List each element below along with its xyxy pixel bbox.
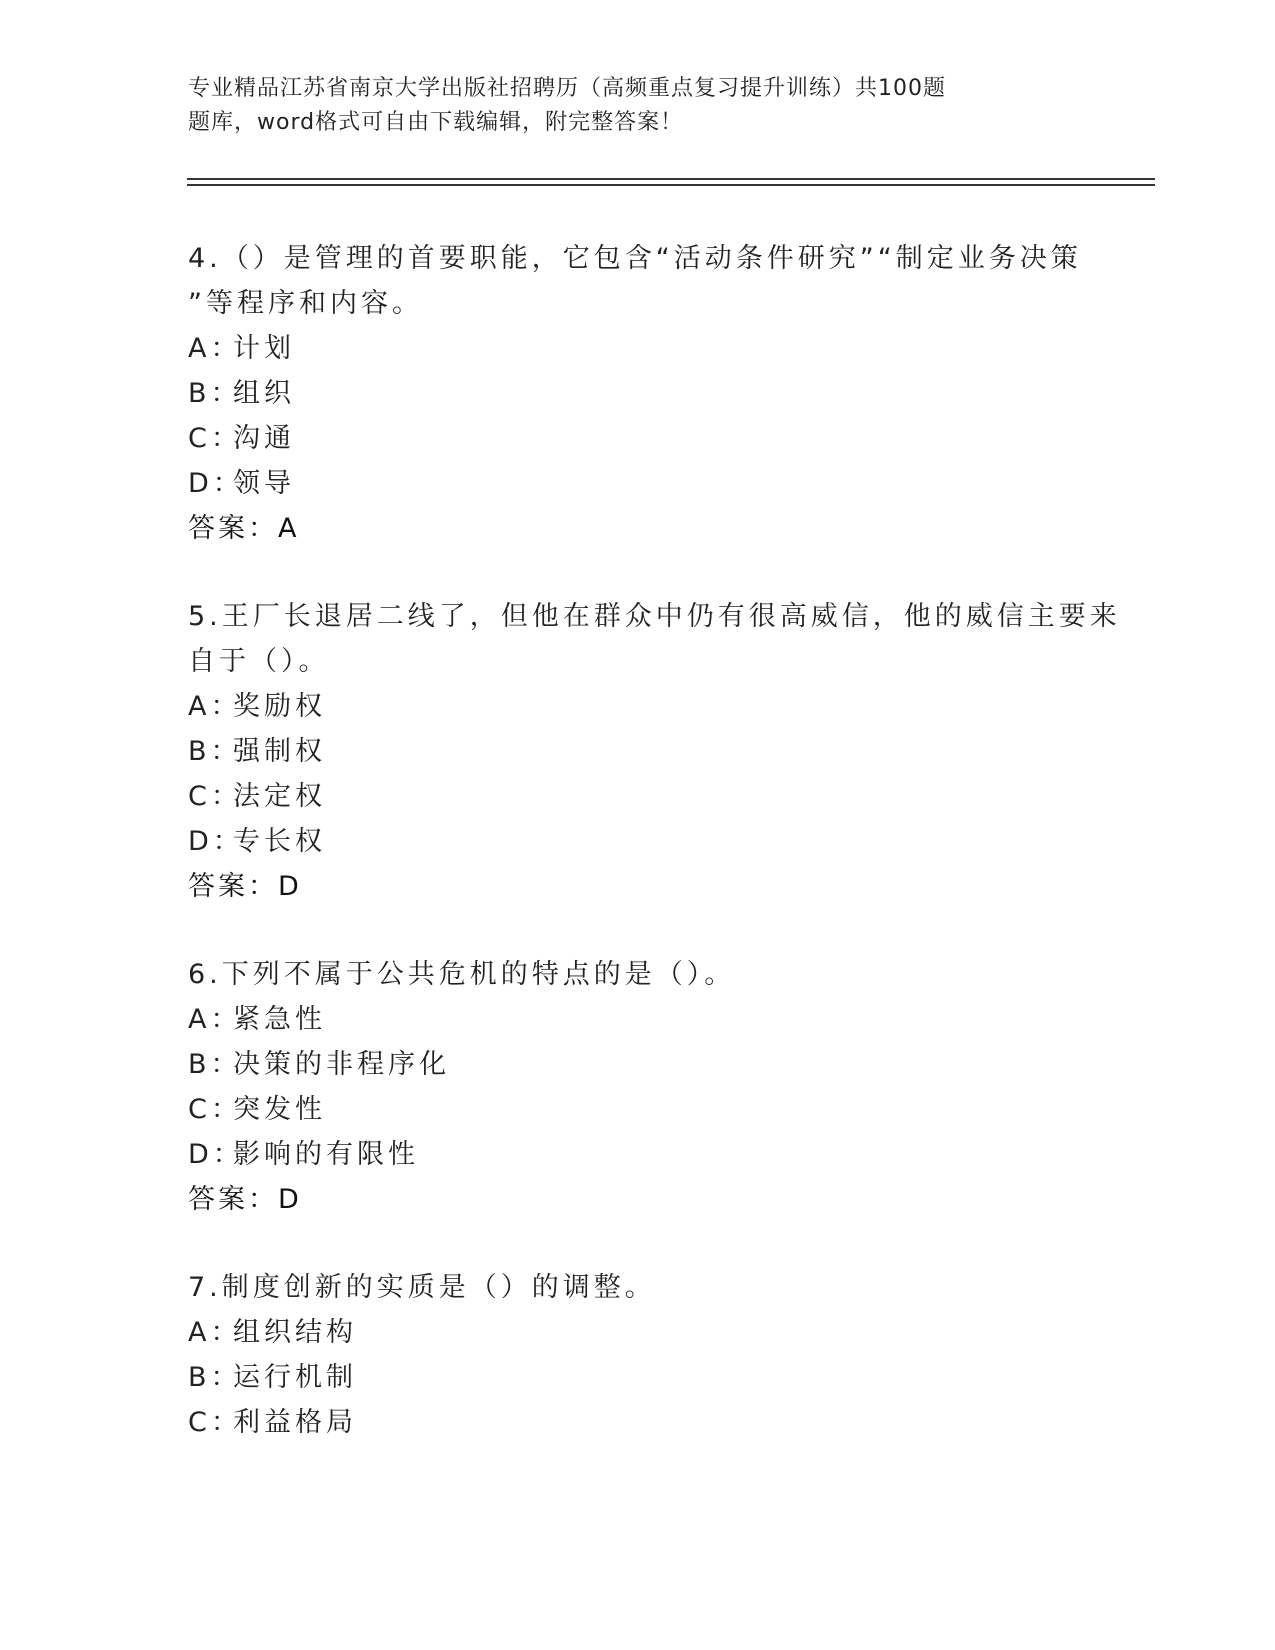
option-key: B： <box>188 378 242 409</box>
option-a <box>188 684 1088 729</box>
option-text: 奖励权 <box>233 691 326 722</box>
answer-line: 答案：A <box>188 513 300 544</box>
document-header <box>188 72 1068 140</box>
option-key: A： <box>188 691 242 722</box>
header-line-2: 题库，word格式可自由下载编辑，附完整答案！ <box>188 110 684 135</box>
option-key: C： <box>188 781 242 812</box>
option-text: 沟通 <box>233 423 295 454</box>
option-key: C： <box>188 1094 242 1125</box>
option-a <box>188 326 1088 371</box>
option-text: 突发性 <box>233 1094 326 1125</box>
question-stem-continued: 自于（）。 <box>188 646 330 677</box>
option-a <box>188 997 1088 1042</box>
question-stem: 4.（）是管理的首要职能，它包含“活动条件研究”“制定业务决策 <box>188 243 1082 274</box>
option-d <box>188 461 1088 506</box>
answer-line: 答案：D <box>188 871 302 902</box>
option-key: D： <box>188 1139 244 1170</box>
option-key: D： <box>188 468 244 499</box>
option-key: C： <box>188 423 242 454</box>
option-d <box>188 819 1088 864</box>
question-stem-continued: ”等程序和内容。 <box>188 288 423 319</box>
option-text: 组织 <box>233 378 295 409</box>
header-line-1: 专业精品江苏省南京大学出版社招聘历（高频重点复习提升训练）共100题 <box>188 76 946 101</box>
option-b <box>188 729 1088 774</box>
option-c <box>188 1400 1088 1445</box>
header-divider-bottom <box>187 184 1155 186</box>
option-text: 计划 <box>233 333 295 364</box>
option-key: A： <box>188 1317 242 1348</box>
option-b <box>188 1355 1088 1400</box>
option-c <box>188 774 1088 819</box>
option-text: 组织结构 <box>233 1317 357 1348</box>
option-text: 利益格局 <box>233 1407 357 1438</box>
option-key: A： <box>188 333 242 364</box>
option-c <box>188 1087 1088 1132</box>
option-key: B： <box>188 1362 242 1393</box>
answer-line: 答案：D <box>188 1184 302 1215</box>
option-key: B： <box>188 1049 242 1080</box>
question-stem: 7.制度创新的实质是（）的调整。 <box>188 1272 656 1303</box>
option-text: 影响的有限性 <box>233 1139 419 1170</box>
option-key: A： <box>188 1004 242 1035</box>
question-list <box>188 236 1121 1488</box>
option-text: 领导 <box>233 468 295 499</box>
option-text: 法定权 <box>233 781 326 812</box>
option-b <box>188 371 1088 416</box>
question-stem: 5.王厂长退居二线了，但他在群众中仍有很高威信，他的威信主要来 <box>188 601 1121 632</box>
option-key: B： <box>188 736 242 767</box>
question-stem: 6.下列不属于公共危机的特点的是（）。 <box>188 959 736 990</box>
option-text: 运行机制 <box>233 1362 357 1393</box>
option-key: C： <box>188 1407 242 1438</box>
question-7 <box>188 1265 1088 1445</box>
option-text: 专长权 <box>233 826 326 857</box>
option-b <box>188 1042 1088 1087</box>
option-text: 强制权 <box>233 736 326 767</box>
option-text: 决策的非程序化 <box>233 1049 450 1080</box>
question-5 <box>188 594 1121 909</box>
header-divider-top <box>187 178 1155 180</box>
option-a <box>188 1310 1088 1355</box>
option-text: 紧急性 <box>233 1004 326 1035</box>
option-d <box>188 1132 1088 1177</box>
question-6 <box>188 952 1088 1222</box>
option-key: D： <box>188 826 244 857</box>
option-c <box>188 416 1088 461</box>
question-4 <box>188 236 1088 551</box>
